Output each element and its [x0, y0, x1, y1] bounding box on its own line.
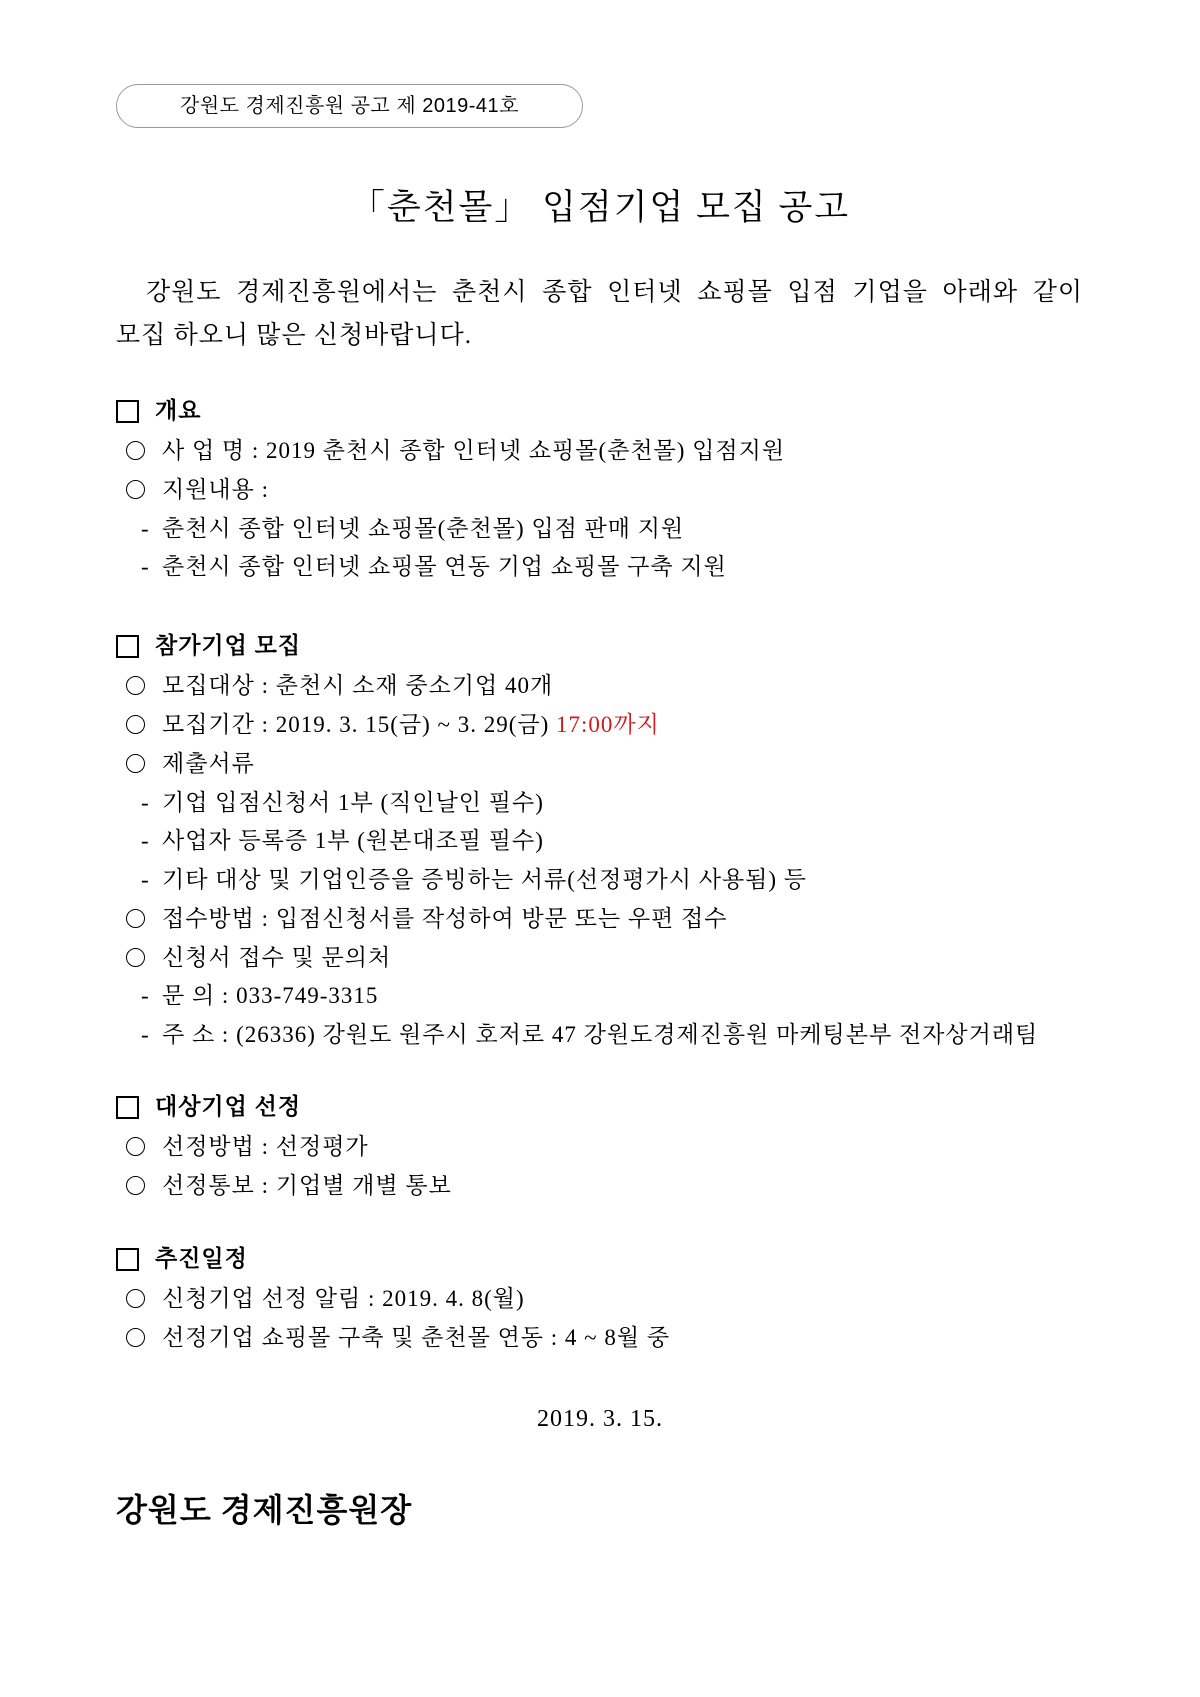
- intro-line-1: 강원도 경제진흥원에서는 춘천시 종합 인터넷 쇼핑몰 입점 기업을 아래와 같이: [146, 279, 1083, 306]
- circle-bullet-icon: [126, 1328, 145, 1347]
- list-subitem: [0, 980, 1200, 1012]
- circle-bullet-icon: [126, 480, 145, 499]
- list-subitem: [0, 513, 1200, 545]
- circle-bullet-icon: [126, 715, 145, 734]
- page-title: 「춘천몰」 입점기업 모집 공고: [349, 188, 851, 227]
- list-item: [0, 474, 1200, 506]
- announcement-date: 2019. 3. 15.: [537, 1406, 663, 1432]
- list-item: [0, 435, 1200, 467]
- item-text: 선정통보 : 기업별 개별 통보: [162, 1173, 452, 1198]
- list-item: [0, 1322, 1200, 1354]
- list-subitem: [0, 825, 1200, 857]
- item-text: 사 업 명 : 2019 춘천시 종합 인터넷 쇼핑몰(춘천몰) 입점지원: [162, 438, 786, 463]
- item-text: 문 의 : 033-749-3315: [162, 983, 379, 1008]
- dash-prefix: -: [141, 790, 150, 815]
- dash-prefix: -: [141, 983, 150, 1008]
- item-text-wrapper: [162, 709, 660, 741]
- list-item: [0, 903, 1200, 935]
- circle-bullet-icon: [126, 1176, 145, 1195]
- item-text: 지원내용 :: [162, 477, 270, 502]
- section-heading-selection: [0, 1091, 1200, 1123]
- notice-number: 강원도 경제진흥원 공고 제 2019-41호: [180, 95, 519, 117]
- item-text: 주 소 : (26336) 강원도 원주시 호저로 47 강원도경제진흥원 마케팅본부 전자상거래팀: [162, 1022, 1039, 1047]
- square-bullet-icon: [116, 635, 139, 658]
- notice-number-box: [116, 84, 583, 128]
- item-text: 기업 입점신청서 1부 (직인날인 필수): [162, 790, 544, 815]
- list-subitem: [0, 1019, 1200, 1051]
- square-bullet-icon: [116, 400, 139, 423]
- circle-bullet-icon: [126, 754, 145, 773]
- item-text: 선정기업 쇼핑몰 구축 및 춘천몰 연동 : 4 ~ 8월 중: [162, 1325, 671, 1350]
- section-heading-label: 개요: [155, 398, 202, 423]
- list-item: [0, 670, 1200, 702]
- circle-bullet-icon: [126, 676, 145, 695]
- item-text: 선정방법 : 선정평가: [162, 1134, 369, 1159]
- item-text: 사업자 등록증 1부 (원본대조필 필수): [162, 828, 544, 853]
- circle-bullet-icon: [126, 441, 145, 460]
- item-text: 기타 대상 및 기업인증을 증빙하는 서류(선정평가시 사용됨) 등: [162, 867, 808, 892]
- list-item: [0, 942, 1200, 974]
- item-text: 춘천시 종합 인터넷 쇼핑몰(춘천몰) 입점 판매 지원: [162, 516, 685, 541]
- item-text: 모집기간 : 2019. 3. 15(금) ~ 3. 29(금): [162, 712, 557, 737]
- section-heading-label: 참가기업 모집: [155, 633, 302, 658]
- list-item: [0, 1131, 1200, 1163]
- item-text: 신청기업 선정 알림 : 2019. 4. 8(월): [162, 1286, 525, 1311]
- dash-prefix: -: [141, 867, 150, 892]
- list-item: [0, 709, 1200, 741]
- square-bullet-icon: [116, 1096, 139, 1119]
- list-item: [0, 1170, 1200, 1202]
- circle-bullet-icon: [126, 948, 145, 967]
- section-heading-recruitment: [0, 630, 1200, 662]
- section-heading-schedule: [0, 1243, 1200, 1275]
- list-subitem: [0, 864, 1200, 896]
- circle-bullet-icon: [126, 1289, 145, 1308]
- item-text: 제출서류: [162, 751, 255, 776]
- item-text: 신청서 접수 및 문의처: [162, 945, 392, 970]
- item-text: 모집대상 : 춘천시 소재 중소기업 40개: [162, 673, 554, 698]
- section-heading-overview: [0, 395, 1200, 427]
- item-text: 접수방법 : 입점신청서를 작성하여 방문 또는 우편 접수: [162, 906, 728, 931]
- intro-line-2: 모집 하오니 많은 신청바랍니다.: [116, 322, 472, 349]
- dash-prefix: -: [141, 1022, 150, 1047]
- dash-prefix: -: [141, 516, 150, 541]
- circle-bullet-icon: [126, 909, 145, 928]
- circle-bullet-icon: [126, 1137, 145, 1156]
- list-item: [0, 748, 1200, 780]
- list-subitem: [0, 787, 1200, 819]
- section-heading-label: 대상기업 선정: [155, 1094, 302, 1119]
- square-bullet-icon: [116, 1248, 139, 1271]
- deadline-time: 17:00까지: [556, 712, 660, 737]
- section-heading-label: 추진일정: [155, 1246, 248, 1271]
- list-item: [0, 1283, 1200, 1315]
- issuer-signature: 강원도 경제진흥원장: [116, 1492, 413, 1528]
- dash-prefix: -: [141, 828, 150, 853]
- item-text: 춘천시 종합 인터넷 쇼핑몰 연동 기업 쇼핑몰 구축 지원: [162, 554, 727, 579]
- dash-prefix: -: [141, 554, 150, 579]
- list-subitem: [0, 551, 1200, 583]
